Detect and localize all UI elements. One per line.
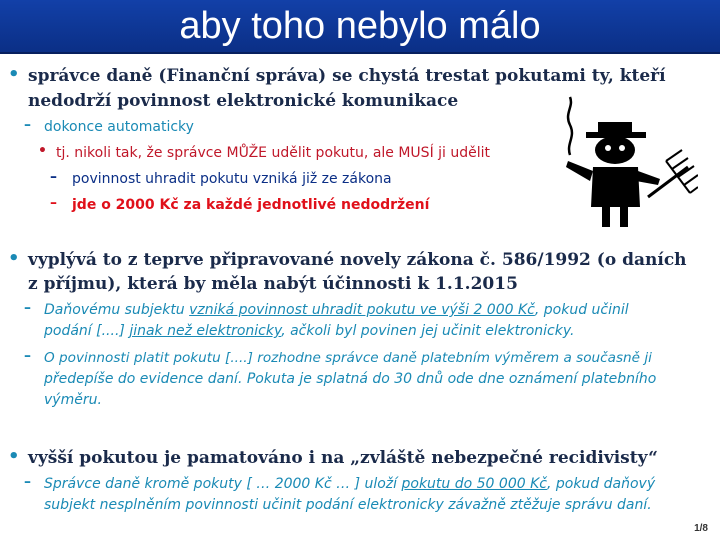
quote-text: , ačkoli byl povinen jej učinit elektronicky. <box>281 323 575 339</box>
pitchfork-man-icon <box>548 95 698 235</box>
dash-marker: – <box>50 169 57 185</box>
slide-title: aby toho nebylo málo <box>0 0 720 54</box>
bullet2-line1: vyplývá to z teprve připravované novely zákona č. 586/1992 (o daních <box>28 250 687 270</box>
quote-text: Daňovému subjektu <box>44 302 190 318</box>
bullet1-subsub: tj. nikoli tak, že správce MŮŽE udělit pokutu, ale MUSÍ ji udělit <box>56 145 491 161</box>
bullet3-quote-line1 <box>44 474 655 495</box>
bullet2-line2: z příjmu), která by měla nabýt účinnosti k 1.1.2015 <box>28 274 518 294</box>
quote-underlined: jinak než elektronicky <box>129 323 282 339</box>
quote-text: podání [....] <box>44 323 130 339</box>
quote-underlined: pokutu do 50 000 Kč <box>401 476 547 492</box>
bullet-dot: • <box>8 248 20 269</box>
bullet1-line2: nedodrží povinnost elektronické komunikace <box>28 91 459 111</box>
bullet1-line1: správce daně (Finanční správa) se chystá trestat pokutami ty, kteří <box>28 66 666 86</box>
bullet3-quote-line2: subjekt nesplněním povinnosti učinit podání elektronicky závažně ztěžuje správu daní. <box>44 497 652 513</box>
bullet2-quote1-line2 <box>44 321 574 342</box>
quote-text: Správce daně kromě pokuty [ … 2000 Kč … ] uloží <box>44 476 402 492</box>
dash-marker-red: – <box>50 195 57 211</box>
bullet3-line1: vyšší pokutou je pamatováno i na „zvláště nebezpečné recidivisty“ <box>28 448 658 468</box>
dash-marker: – <box>24 474 31 490</box>
bullet2-quote2-line3: výměru. <box>44 392 102 408</box>
dash-marker: – <box>24 300 31 316</box>
quote-underlined: vzniká povinnost uhradit pokutu ve výši 2 000 Kč <box>189 302 535 318</box>
bullet1-sub: dokonce automaticky <box>44 119 194 135</box>
bullet2-quote1-line1 <box>44 300 629 321</box>
bullet-dot: • <box>8 446 20 467</box>
bullet-dot: • <box>8 64 20 85</box>
bullet2-quote2-line1: O povinnosti platit pokutu [....] rozhodne správce daně platebním výměrem a současně ji <box>44 350 652 366</box>
dash-marker: – <box>24 117 31 133</box>
quote-text: , pokud daňový <box>546 476 656 492</box>
bullet-dot-red: • <box>38 143 47 159</box>
bullet2-quote2-line2: předepíše do evidence daní. Pokuta je splatná do 30 dnů ode dne oznámení platebního <box>44 371 657 387</box>
page-number: 1/8 <box>694 523 708 534</box>
bullet1-d1: povinnost uhradit pokutu vzniká již ze zákona <box>72 171 392 187</box>
bullet1-d2: jde o 2000 Kč za každé jednotlivé nedodržení <box>72 197 430 213</box>
dash-marker: – <box>24 348 31 364</box>
quote-text: , pokud učinil <box>534 302 629 318</box>
